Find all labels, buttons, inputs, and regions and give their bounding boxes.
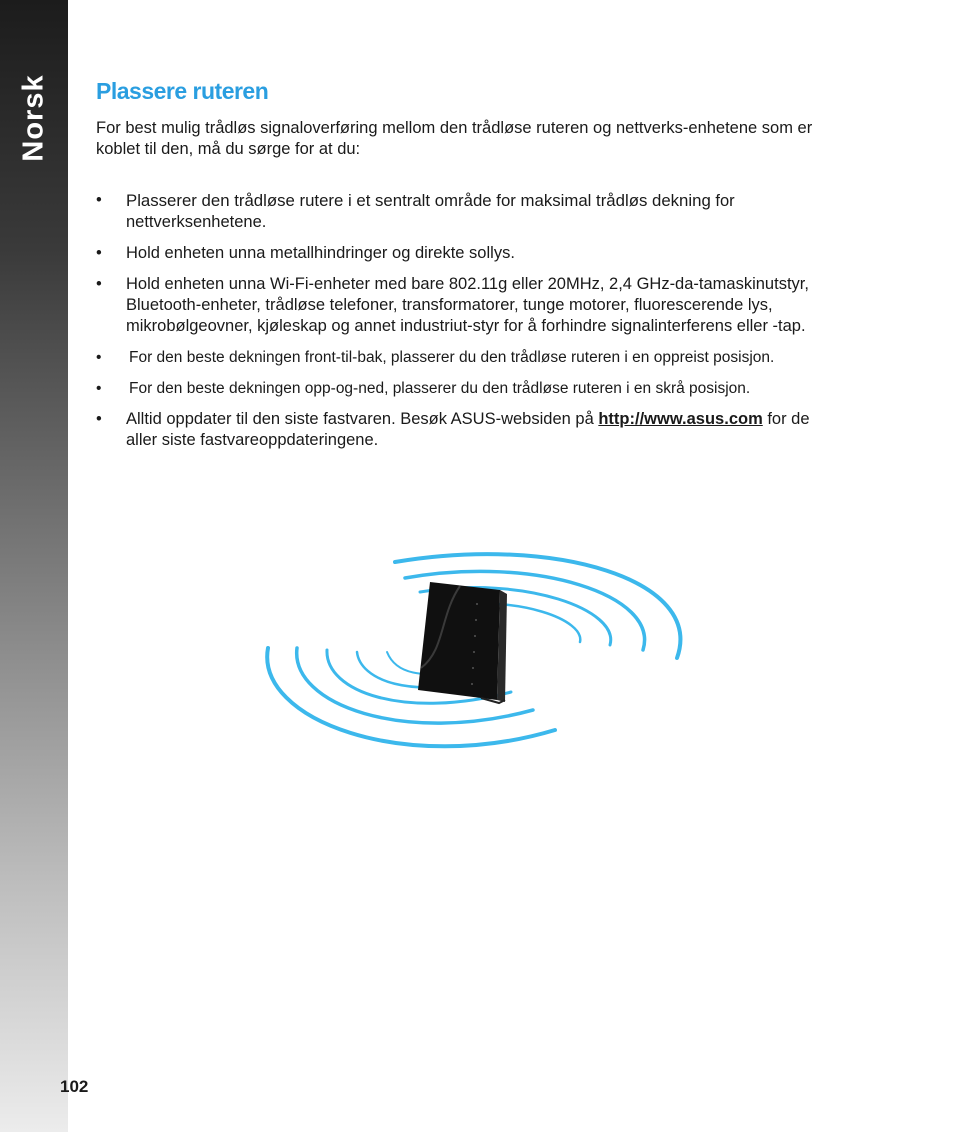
- bullet-marker: •: [96, 410, 102, 428]
- bullet-marker: •: [96, 349, 102, 366]
- bullet-marker: •: [96, 275, 102, 293]
- list-item: [96, 409, 816, 451]
- list-item-text: For den beste dekningen front-til-bak, plasserer du den trådløse ruteren i en oppreist posisjon.: [129, 349, 775, 366]
- bullet-marker: •: [96, 191, 102, 209]
- list-item-text: Alltid oppdater til den siste fastvaren. Besøk ASUS-websiden på: [126, 410, 594, 428]
- list-item: [96, 243, 816, 264]
- bullet-marker: •: [96, 380, 102, 397]
- list-item-text: for nettverksenhetene.: [126, 192, 735, 231]
- list-item-lead: Plasserer den trådløse rutere i et sentralt område for maksimal trådløs dekning: [126, 191, 711, 210]
- router-signal-illustration: [255, 540, 695, 770]
- list-item-text: Hold enheten unna Wi-Fi-enheter med bare 802.11g eller 20MHz, 2,4 GHz-da-tamaskinutstyr, Bluetooth-enheter, trådløse telefoner, transformatorer, tunge motorer, fluorescerende lys, mikrobølgeovner, kjøleskap og annet industriut-styr for å forhindre signalinterferens eller -tap.: [126, 275, 809, 335]
- signal-wave-left: [267, 648, 555, 746]
- list-item: [96, 190, 816, 233]
- placement-tips-list: [96, 190, 816, 461]
- page-number: 102: [60, 1077, 89, 1096]
- list-item-text: for de aller siste fastvareoppdateringene.: [126, 410, 810, 449]
- asus-website-link[interactable]: http://www.asus.com: [598, 410, 763, 428]
- list-item: [96, 347, 816, 368]
- router-body: [418, 582, 500, 700]
- list-item-text: For den beste dekningen opp-og-ned, plasserer du den trådløse ruteren i en skrå posisjon.: [129, 380, 751, 397]
- language-side-tab: [0, 0, 68, 1132]
- intro-paragraph: For best mulig trådløs signaloverføring mellom den trådløse ruteren og nettverks-enhetene som er koblet til den, må du sørge for at du:: [96, 119, 813, 158]
- list-item: [96, 378, 816, 399]
- bullet-marker: •: [96, 244, 102, 262]
- list-item-text: Hold enheten unna metallhindringer og direkte sollys.: [126, 244, 515, 262]
- section-title: Plassere ruteren: [96, 78, 269, 104]
- list-item: [96, 274, 816, 337]
- language-label: Norsk: [17, 74, 50, 162]
